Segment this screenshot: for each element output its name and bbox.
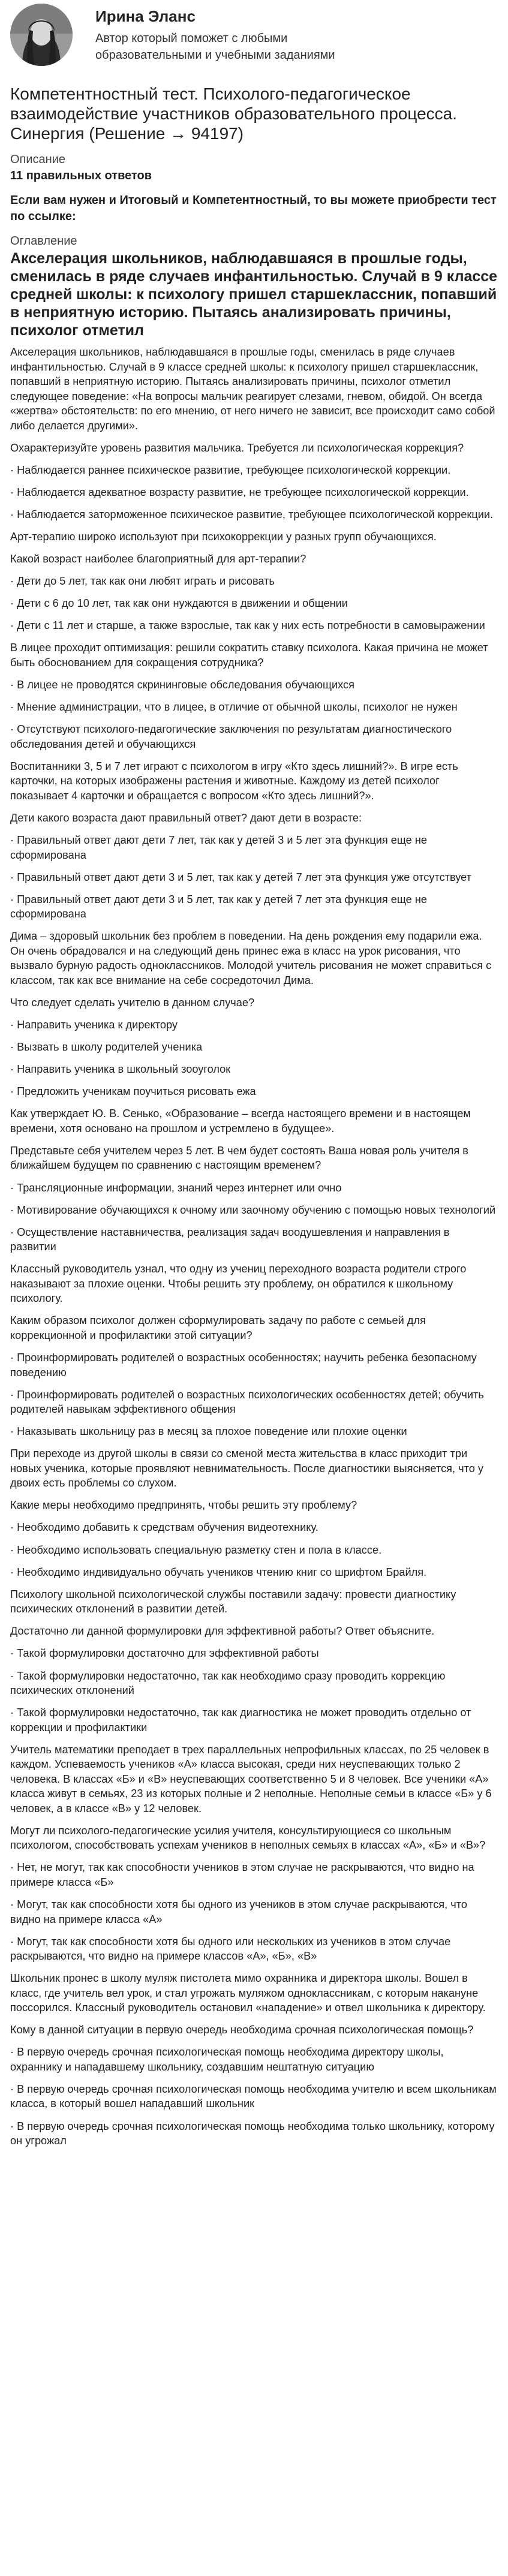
answer-option: · Вызвать в школу родителей ученика	[10, 1041, 203, 1054]
question-text: Какие меры необходимо предпринять, чтобы решить эту проблему?	[10, 1499, 357, 1512]
answer-option: · Правильный ответ дают дети 7 лет, так как у детей 3 и 5 лет эта функция еще не сформирована	[10, 834, 427, 861]
question-text: Дима – здоровый школьник без проблем в поведении. На день рождения ему подарили ежа. Он очень обрадовался и на следующий день принес ежа в класс на урок рисования, что вызвало бурную радость одноклассников. Молодой учитель рисования не может справиться с классом, так как все внимание на себе сосредоточил Дима.	[10, 930, 492, 986]
question-text: При переходе из другой школы в связи со сменой места жительства в класс приходит три новых ученика, которые проявляют невнимательность. После диагностики выясняется, что у двоих есть проблемы со слухом.	[10, 1448, 483, 1489]
answer-option: · Нет, не могут, так как способности учеников в этом случае не раскрываются, что видно на примере класса «Б»	[10, 1861, 474, 1888]
question-text: Кому в данной ситуации в первую очередь необходима срочная психологическая помощь?	[10, 2024, 474, 2036]
question-text: Воспитанники 3, 5 и 7 лет играют с психологом в игру «Кто здесь лишний?». В игре есть карточки, на которых изображены растения и животные. Каждому из детей психолог показывает 4 карточки и обращается с вопросом «Кто здесь лишний?».	[10, 760, 458, 802]
answer-option: · Направить ученика к директору	[10, 1018, 178, 1031]
question-text: Представьте себя учителем через 5 лет. В чем будет состоять Ваша новая роль учителя в ближайшем будущем по сравнению с настоящим временем?	[10, 1144, 468, 1172]
answer-option: · Такой формулировки недостаточно, так как диагностика не может проводить отдельно от коррекции и профилактики	[10, 1707, 471, 1734]
answer-option: · В лицее не проводятся скрининговые обследования обучающихся	[10, 679, 354, 691]
answer-option: · Дети с 6 до 10 лет, так как они нуждаются в движении и общении	[10, 597, 348, 610]
question-text: Учитель математики преподает в трех параллельных непрофильных классах, по 25 человек в каждом. Успеваемость учеников «А» класса высокая, среди них неуспевающих только 2 человека. В классах «Б» и «В» неуспевающих соответственно 5 и 8 человек. Все ученики «А» класса живут в семьях, 23 из которых полные и 2 неполные. Неполные семьи в классе «Б» у 6 человек, а в классе «В» у 12 человек.	[10, 1743, 492, 1814]
answer-option: · Необходимо индивидуально обучать учеников чтению книг со шрифтом Брайля.	[10, 1566, 427, 1578]
answer-option: · Такой формулировки достаточно для эффективной работы	[10, 1647, 319, 1660]
author-header	[10, 0, 498, 71]
toc-title: Акселерация школьников, наблюдавшаяся в прошлые годы, сменилась в ряде случаев инфантильностью. Случай в 9 классе средней школы: к психологу пришел старшеклассник, попавший в неприятную историю. Пытаясь анализировать причины, психолог отметил	[10, 250, 498, 339]
question-text: Охарактеризуйте уровень развития мальчика. Требуется ли психологическая коррекция?	[10, 441, 464, 454]
answer-option: · Могут, так как способности хотя бы одного или нескольких из учеников в этом случае раскрываются, что видно на примере классов «А», «Б», «В»	[10, 1935, 451, 1963]
correct-answers-count: 11 правильных ответов	[10, 169, 152, 182]
answer-option: · Направить ученика в школьный зооуголок	[10, 1063, 231, 1076]
author-name[interactable]: Ирина Эланс	[95, 7, 196, 25]
question-text: Психологу школьной психологической службы поставили задачу: провести диагностику психических отклонений в развитии детей.	[10, 1588, 456, 1615]
answer-option: · Трансляционные информации, знаний через интернет или очно	[10, 1181, 342, 1194]
page-title: Компетентностный тест. Психолого-педагогическое взаимодействие участников образовательного процесса. Синергия (Решение → 94197)	[10, 85, 458, 143]
answer-option: · Наблюдается адекватное возрасту развитие, не требующее психологической коррекции.	[10, 486, 469, 498]
answer-option: · Наблюдается заторможенное психическое развитие, требующее психологической коррекции.	[10, 508, 494, 520]
answer-option: · Наблюдается раннее психическое развитие, требующее психологической коррекции.	[10, 464, 451, 476]
answer-option: · Проинформировать родителей о возрастных особенностях; научить ребенка безопасному поведению	[10, 1352, 477, 1379]
avatar-image	[10, 4, 73, 66]
question-text: Арт-терапию широко используют при психокоррекции у разных групп обучающихся.	[10, 530, 437, 543]
answer-option: · Наказывать школьницу раз в месяц за плохое поведение или плохие оценки	[10, 1425, 407, 1438]
question-text: Как утверждает Ю. В. Сенько, «Образование – всегда настоящего времени и в настоящем времени, хотя основано на прошлом и устремлено в будущее».	[10, 1108, 471, 1134]
description-label: Описание	[10, 153, 66, 166]
answer-option: · Дети до 5 лет, так как они любят играть и рисовать	[10, 575, 275, 588]
answer-option: · Проинформировать родителей о возрастных психологических особенностях детей; обучить родителей навыкам эффективного общения	[10, 1388, 484, 1416]
answer-option: · Осуществление наставничества, реализация задач воодушевления и направления в развитии	[10, 1226, 450, 1253]
question-text: Акселерация школьников, наблюдавшаяся в прошлые годы, сменилась в ряде случаев инфантильностью. Случай в 9 классе средней школы: к психологу пришел старшеклассник, попавший в неприятную историю. Пытаясь анализировать причины, психолог отметил следующее поведение: «На вопросы мальчик реагирует слезами, гневом, обидой. Он всегда «жертва» обстоятельств: по его мнению, от него ничего не зависит, все происходит само собой либо делается другими».	[10, 346, 495, 432]
answer-option: · Предложить ученикам поучиться рисовать ежа	[10, 1085, 256, 1098]
purchase-intro: Если вам нужен и Итоговый и Компетентностный, то вы можете приобрести тест по ссылке:	[10, 194, 497, 223]
question-text: Каким образом психолог должен сформулировать задачу по работе с семьей для коррекционной и профилактики этой ситуации?	[10, 1314, 426, 1341]
toc-label: Оглавление	[10, 234, 77, 248]
question-text: Классный руководитель узнал, что одну из учениц переходного возраста родители строго наказывают за плохие оценки. Чтобы решить эту проблему, он обратился к школьному психологу.	[10, 1263, 467, 1305]
answer-option: · В первую очередь срочная психологическая помощь необходима учителю и всем школьникам класса, в который вошел нападавший школьник	[10, 2083, 497, 2110]
question-text: Какой возраст наиболее благоприятный для арт-терапии?	[10, 553, 306, 565]
answer-option: · Правильный ответ дают дети 3 и 5 лет, так как у детей 7 лет эта функция уже отсутствует	[10, 871, 471, 883]
author-description: Автор который поможет с любыми образовательными и учебными заданиями	[95, 32, 335, 62]
author-avatar[interactable]	[10, 4, 73, 66]
answer-option: · В первую очередь срочная психологическая помощь необходима только школьнику, которому он угрожал	[10, 2120, 495, 2147]
answer-option: · Необходимо добавить к средствам обучения видеотехнику.	[10, 1521, 318, 1534]
question-text: Могут ли психолого-педагогические усилия учителя, консультирующиеся со школьным психологом, способствовать успехам учеников в неполных семьях в классах «А», «Б» и «В»?	[10, 1824, 486, 1852]
question-text: Достаточно ли данной формулировки для эффективной работы? Ответ объясните.	[10, 1625, 435, 1638]
answer-option: · Мотивирование обучающихся к очному или заочному обучению с помощью новых технологий	[10, 1203, 496, 1216]
question-text: В лицее проходит оптимизация: решили сократить ставку психолога. Какая причина не может быть обоснованием для сокращения сотрудника?	[10, 642, 488, 669]
answer-option: · Мнение администрации, что в лицее, в отличие от обычной школы, психолог не нужен	[10, 701, 458, 714]
answer-option: · Правильный ответ дают дети 3 и 5 лет, так как у детей 7 лет эта функция еще не сформирована	[10, 893, 427, 920]
question-text: Дети какого возраста дают правильный ответ? дают дети в возрасте:	[10, 811, 362, 824]
answer-option: · Отсутствуют психолого-педагогические заключения по результатам диагностического обследования детей и обучающихся	[10, 723, 452, 750]
test-content	[10, 345, 498, 2148]
answer-option: · В первую очередь срочная психологическая помощь необходима директору школы, охраннику и нападавшему школьнику, создавшим нештатную ситуацию	[10, 2046, 444, 2073]
answer-option: · Такой формулировки недостаточно, так как необходимо сразу проводить коррекцию психических отклонений	[10, 1669, 446, 1697]
answer-option: · Могут, так как способности хотя бы одного из учеников в этом случае раскрываются, что видно на примере класса «А»	[10, 1898, 467, 1925]
question-text: Школьник пронес в школу муляж пистолета мимо охранника и директора школы. Вошел в класс, где учитель вел урок, и стал угрожать муляжом одноклассникам, с которым накануне поссорился. Классный руководитель остановил «нападение» и отвел школьника к директору.	[10, 1972, 486, 2014]
question-text: Что следует сделать учителю в данном случае?	[10, 996, 255, 1009]
answer-option: · Необходимо использовать специальную разметку стен и пола в классе.	[10, 1543, 382, 1556]
answer-option: · Дети с 11 лет и старше, а также взрослые, так как у них есть потребности в самовыражении	[10, 619, 485, 632]
author-info	[95, 4, 377, 64]
